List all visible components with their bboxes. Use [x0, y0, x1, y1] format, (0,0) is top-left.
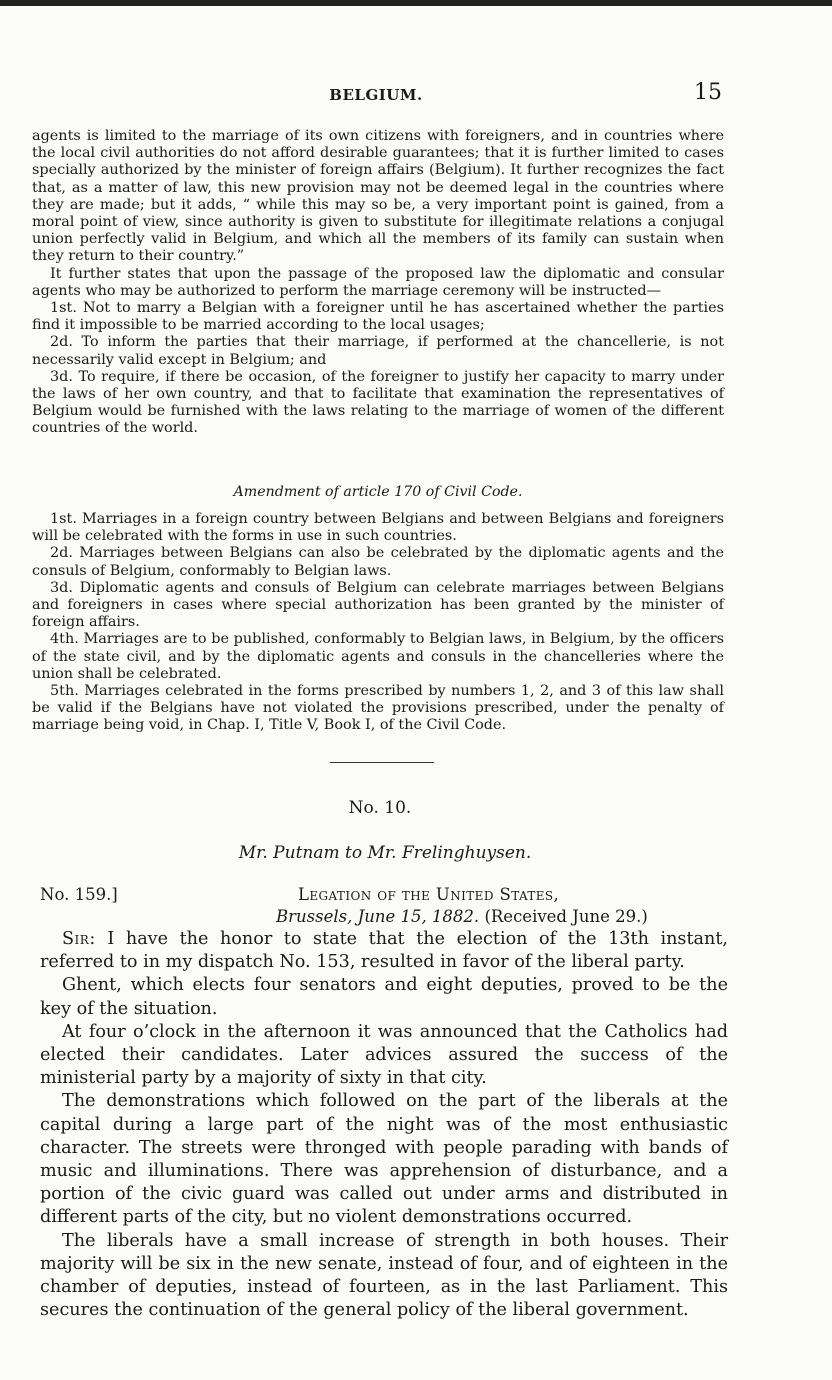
section-divider — [330, 762, 434, 763]
section-subheading: Amendment of article 170 of Civil Code. — [233, 484, 523, 500]
received-date: (Received June 29.) — [484, 907, 648, 926]
document-number: No. 10. — [348, 798, 412, 818]
paragraph — [40, 928, 728, 974]
letter-body — [40, 928, 728, 1322]
paragraph: It further states that upon the passage of the proposed law the diplomatic and consular agents who may be authorized to perform the marriage ceremony will be instructed— — [32, 265, 724, 299]
paragraph: At four o’clock in the afternoon it was announced that the Catholics had elected their candidates. Later advices assured the success of the ministerial party by a majority of sixty in that city. — [40, 1021, 728, 1089]
paragraph: The demonstrations which followed on the part of the liberals at the capital during a large part of the night was of the most enthusiastic character. The streets were thronged with people parading with bands of music and illuminations. There was apprehension of disturbance, and a portion of the civic guard was called out under arms and distributed in different parts of the city, but no violent demonstrations occurred. — [40, 1091, 728, 1228]
paragraph: 3d. To require, if there be occasion, of the foreigner to justify her capacity to marry under the laws of her own country, and that to facilitate that examination the representatives of Belgium would be furnished with the laws relating to the marriage of women of the different countries of the world. — [32, 368, 724, 437]
paragraph-text: I have the honor to state that the election of the 13th instant, referred to in my dispatch No. 153, resulted in favor of the liberal party. — [40, 929, 729, 973]
dispatch-number: No. 159.] — [40, 885, 118, 904]
running-title: BELGIUM. — [329, 86, 423, 104]
paragraph: Ghent, which elects four senators and eight deputies, proved to be the key of the situation. — [40, 975, 728, 1019]
paragraph: 2d. Marriages between Belgians can also be celebrated by the diplomatic agents and the consuls of Belgium, conformably to Belgian laws. — [32, 545, 724, 579]
continued-text-block — [32, 128, 724, 438]
place-date: Brussels, June 15, 1882. — [276, 907, 480, 926]
paragraph: 1st. Marriages in a foreign country between Belgians and between Belgians and foreigners will be celebrated with the forms in use in such countries. — [32, 511, 724, 545]
page-header — [30, 82, 722, 112]
paragraph: 2d. To inform the parties that their marriage, if performed at the chancellerie, is not necessarily valid except in Belgium; and — [32, 334, 724, 368]
paragraph: agents is limited to the marriage of its own citizens with foreigners, and in countries where the local civil authorities do not afford desirable guarantees; that it is further limited to cases specially authorized by the minister of foreign affairs (Belgium). It further recognizes the fact that, as a matter of law, this new provision may not be deemed legal in the countries where they are made; but it adds, “ while this may so be, a very important point is gained, from a moral point of view, since authority is given to substitute for illegitimate relations a conjugal union perfectly valid in Belgium, and which all the members of its family can sustain when they return to their country.” — [32, 128, 724, 265]
dateline — [276, 907, 648, 926]
salutation: Sir: — [62, 929, 96, 949]
paragraph: 1st. Not to marry a Belgian with a foreigner until he has ascertained whether the parties find it impossible to be married according to the local usages; — [32, 300, 724, 334]
amendment-text-block — [32, 511, 724, 735]
page-top-border — [0, 0, 832, 6]
paragraph: 5th. Marriages celebrated in the forms prescribed by numbers 1, 2, and 3 of this law shall be valid if the Belgians have not violated the provisions prescribed, under the penalty of marriage being void, in Chap. I, Title V, Book I, of the Civil Code. — [32, 683, 724, 734]
paragraph: 3d. Diplomatic agents and consuls of Belgium can celebrate marriages between Belgians and foreigners in cases where special authorization has been granted by the minister of foreign affairs. — [32, 579, 724, 631]
page-number: 15 — [694, 80, 722, 105]
document-subtitle: Mr. Putnam to Mr. Frelinghuysen. — [238, 843, 532, 863]
paragraph: The liberals have a small increase of strength in both houses. Their majority will be six in the new senate, instead of four, and of eighteen in the chamber of deputies, instead of fourteen, as in the last Parliament. This secures the continuation of the general policy of the liberal government. — [40, 1230, 728, 1321]
legation-heading: Legation of the United States, — [298, 885, 560, 904]
paragraph: 4th. Marriages are to be published, conformably to Belgian laws, in Belgium, by the officers of the state civil, and by the diplomatic agents and consuls in the chancelleries where the union shall be celebrated. — [32, 631, 724, 682]
